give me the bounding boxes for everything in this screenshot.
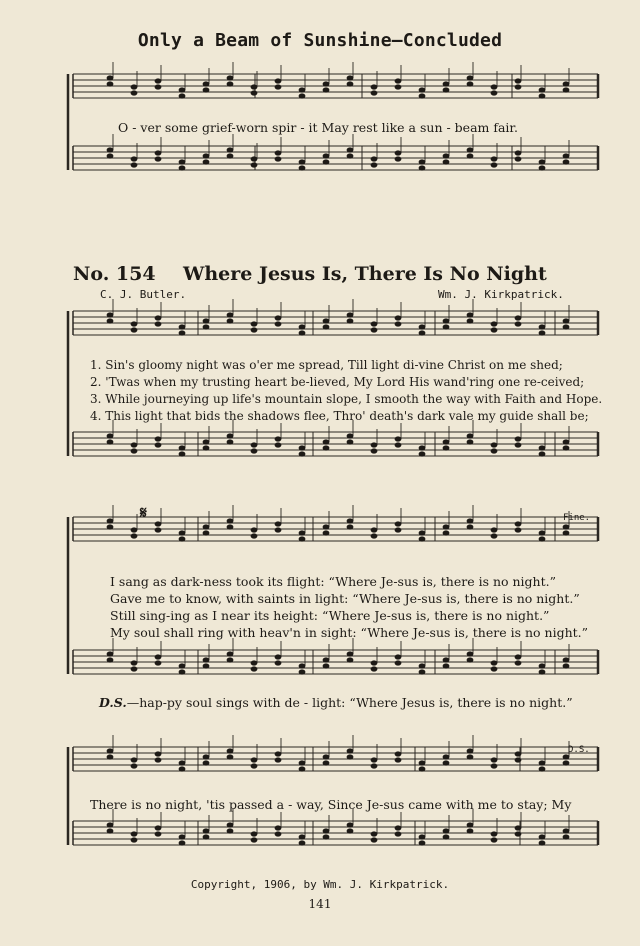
ds-lyric-text: —hap-py soul sings with de - light: “Where Jesus is, there is no night.” [126,695,573,710]
chorus-lyric: There is no night, 'tis passed a - way, Since Je-sus came with me to stay; My [90,797,572,812]
continuation-lyric: O - ver some grief-worn spir - it May rest like a sun - beam fair. [118,120,518,135]
ds-lyric-line [99,695,573,710]
second-verse-3: Still sing-ing as I near its height: “Where Je-sus is, there is no night.” [110,608,550,623]
verse-3: 3. While journeying up life's mountain slope, I smooth the way with Faith and Hope. [90,392,603,406]
second-verse-2: Gave me to know, with saints in light: “Where Je-sus is, there is no night.” [110,591,580,606]
music-credit: Wm. J. Kirkpatrick. [438,288,564,301]
verse-1: 1. Sin's gloomy night was o'er me spread, Till light di-vine Christ on me shed; [90,358,563,372]
verse-4: 4. This light that bids the shadows flee, Thro' death's dark vale my guide shall be; [90,409,589,423]
hymn-number: No. 154 [73,263,156,285]
ds-label: D.S. [99,695,127,710]
second-verse-4: My soul shall ring with heav'n in sight: “Where Je-sus is, there is no night.” [110,625,589,640]
continuation-title: Only a Beam of Sunshine—Concluded [137,30,503,51]
ds-mark: D.S. [568,745,590,755]
page-number: 141 [308,897,332,911]
hymn-title: Where Jesus Is, There Is No Night [183,263,547,285]
segno-sign: 𝄋 [140,503,147,522]
verse-2: 2. 'Twas when my trusting heart be-lieved, My Lord His wand'ring one re-ceived; [90,375,585,389]
copyright-line: Copyright, 1906, by Wm. J. Kirkpatrick. [190,878,450,891]
words-credit: C. J. Butler. [100,288,187,301]
second-verse-1: I sang as dark-ness took its flight: “Where Je-sus is, there is no night.” [110,574,556,589]
fine-mark: Fine. [563,513,591,523]
